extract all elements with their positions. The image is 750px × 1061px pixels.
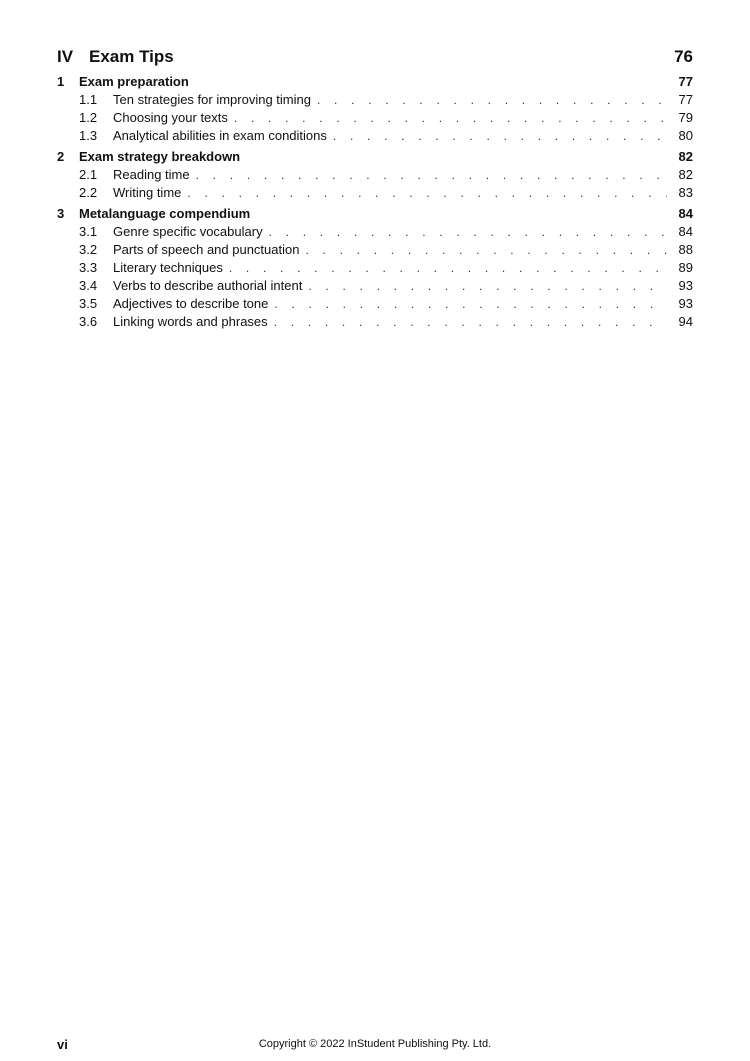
section-number: 3.4 (79, 278, 98, 293)
toc-entry[interactable] (57, 242, 693, 260)
toc-entry[interactable] (57, 92, 693, 110)
section-title: Adjectives to describe tone (113, 296, 269, 311)
dot-leader (274, 315, 667, 329)
dot-leader (305, 243, 667, 257)
section-page-number: 93 (678, 296, 693, 311)
section-page-number: 82 (678, 167, 693, 182)
dot-leader (196, 168, 667, 182)
dot-leader (269, 225, 667, 239)
toc-entry[interactable] (57, 260, 693, 278)
section-number: 3.5 (79, 296, 98, 311)
section-title: Genre specific vocabulary (113, 224, 263, 239)
section-title: Literary techniques (113, 260, 223, 275)
section-title: Writing time (113, 185, 182, 200)
section-number: 2.1 (79, 167, 98, 182)
chapter-heading[interactable] (57, 149, 693, 167)
section-page-number: 77 (678, 92, 693, 107)
toc-entry[interactable] (57, 110, 693, 128)
dot-leader (187, 186, 667, 200)
dot-leader (308, 279, 667, 293)
toc-entry[interactable] (57, 167, 693, 185)
section-page-number: 83 (678, 185, 693, 200)
section-title: Reading time (113, 167, 190, 182)
copyright-notice: Copyright © 2022 InStudent Publishing Pty. Ltd. (258, 1038, 492, 1050)
dot-leader (333, 129, 667, 143)
section-number: 3.2 (79, 242, 98, 257)
section-title: Linking words and phrases (113, 314, 268, 329)
toc-entry[interactable] (57, 185, 693, 203)
page-footer (57, 1038, 693, 1054)
toc-entry[interactable] (57, 224, 693, 242)
chapter-page-number: 84 (678, 206, 693, 221)
table-of-contents (57, 47, 693, 332)
chapter-number: 3 (57, 206, 65, 221)
part-title: Exam Tips (89, 47, 174, 66)
dot-leader (274, 297, 667, 311)
part-number: IV (57, 47, 74, 66)
section-number: 3.6 (79, 314, 98, 329)
chapter-number: 1 (57, 74, 65, 89)
chapter-page-number: 82 (678, 149, 693, 164)
chapter-title: Metalanguage compendium (79, 206, 251, 221)
dot-leader (229, 261, 667, 275)
section-page-number: 80 (678, 128, 693, 143)
chapter-heading[interactable] (57, 74, 693, 92)
section-number: 1.3 (79, 128, 98, 143)
toc-entry[interactable] (57, 314, 693, 332)
section-title: Ten strategies for improving timing (113, 92, 311, 107)
chapter-title: Exam strategy breakdown (79, 149, 241, 164)
part-heading (57, 47, 693, 71)
dot-leader (317, 93, 667, 107)
section-number: 1.2 (79, 110, 98, 125)
chapter-page-number: 77 (678, 74, 693, 89)
section-page-number: 88 (678, 242, 693, 257)
section-title: Analytical abilities in exam conditions (113, 128, 327, 143)
part-page-number: 76 (674, 47, 693, 66)
section-page-number: 93 (678, 278, 693, 293)
section-number: 3.1 (79, 224, 98, 239)
section-number: 2.2 (79, 185, 98, 200)
section-page-number: 89 (678, 260, 693, 275)
chapter-title: Exam preparation (79, 74, 189, 89)
toc-entry[interactable] (57, 128, 693, 146)
section-number: 3.3 (79, 260, 98, 275)
section-page-number: 94 (678, 314, 693, 329)
dot-leader (234, 111, 667, 125)
toc-entry[interactable] (57, 278, 693, 296)
section-page-number: 79 (678, 110, 693, 125)
section-number: 1.1 (79, 92, 98, 107)
section-title: Verbs to describe authorial intent (113, 278, 303, 293)
chapter-number: 2 (57, 149, 65, 164)
toc-entry[interactable] (57, 296, 693, 314)
section-title: Parts of speech and punctuation (113, 242, 300, 257)
footer-page-number: vi (57, 1037, 68, 1052)
section-page-number: 84 (678, 224, 693, 239)
section-title: Choosing your texts (113, 110, 228, 125)
chapter-heading[interactable] (57, 206, 693, 224)
